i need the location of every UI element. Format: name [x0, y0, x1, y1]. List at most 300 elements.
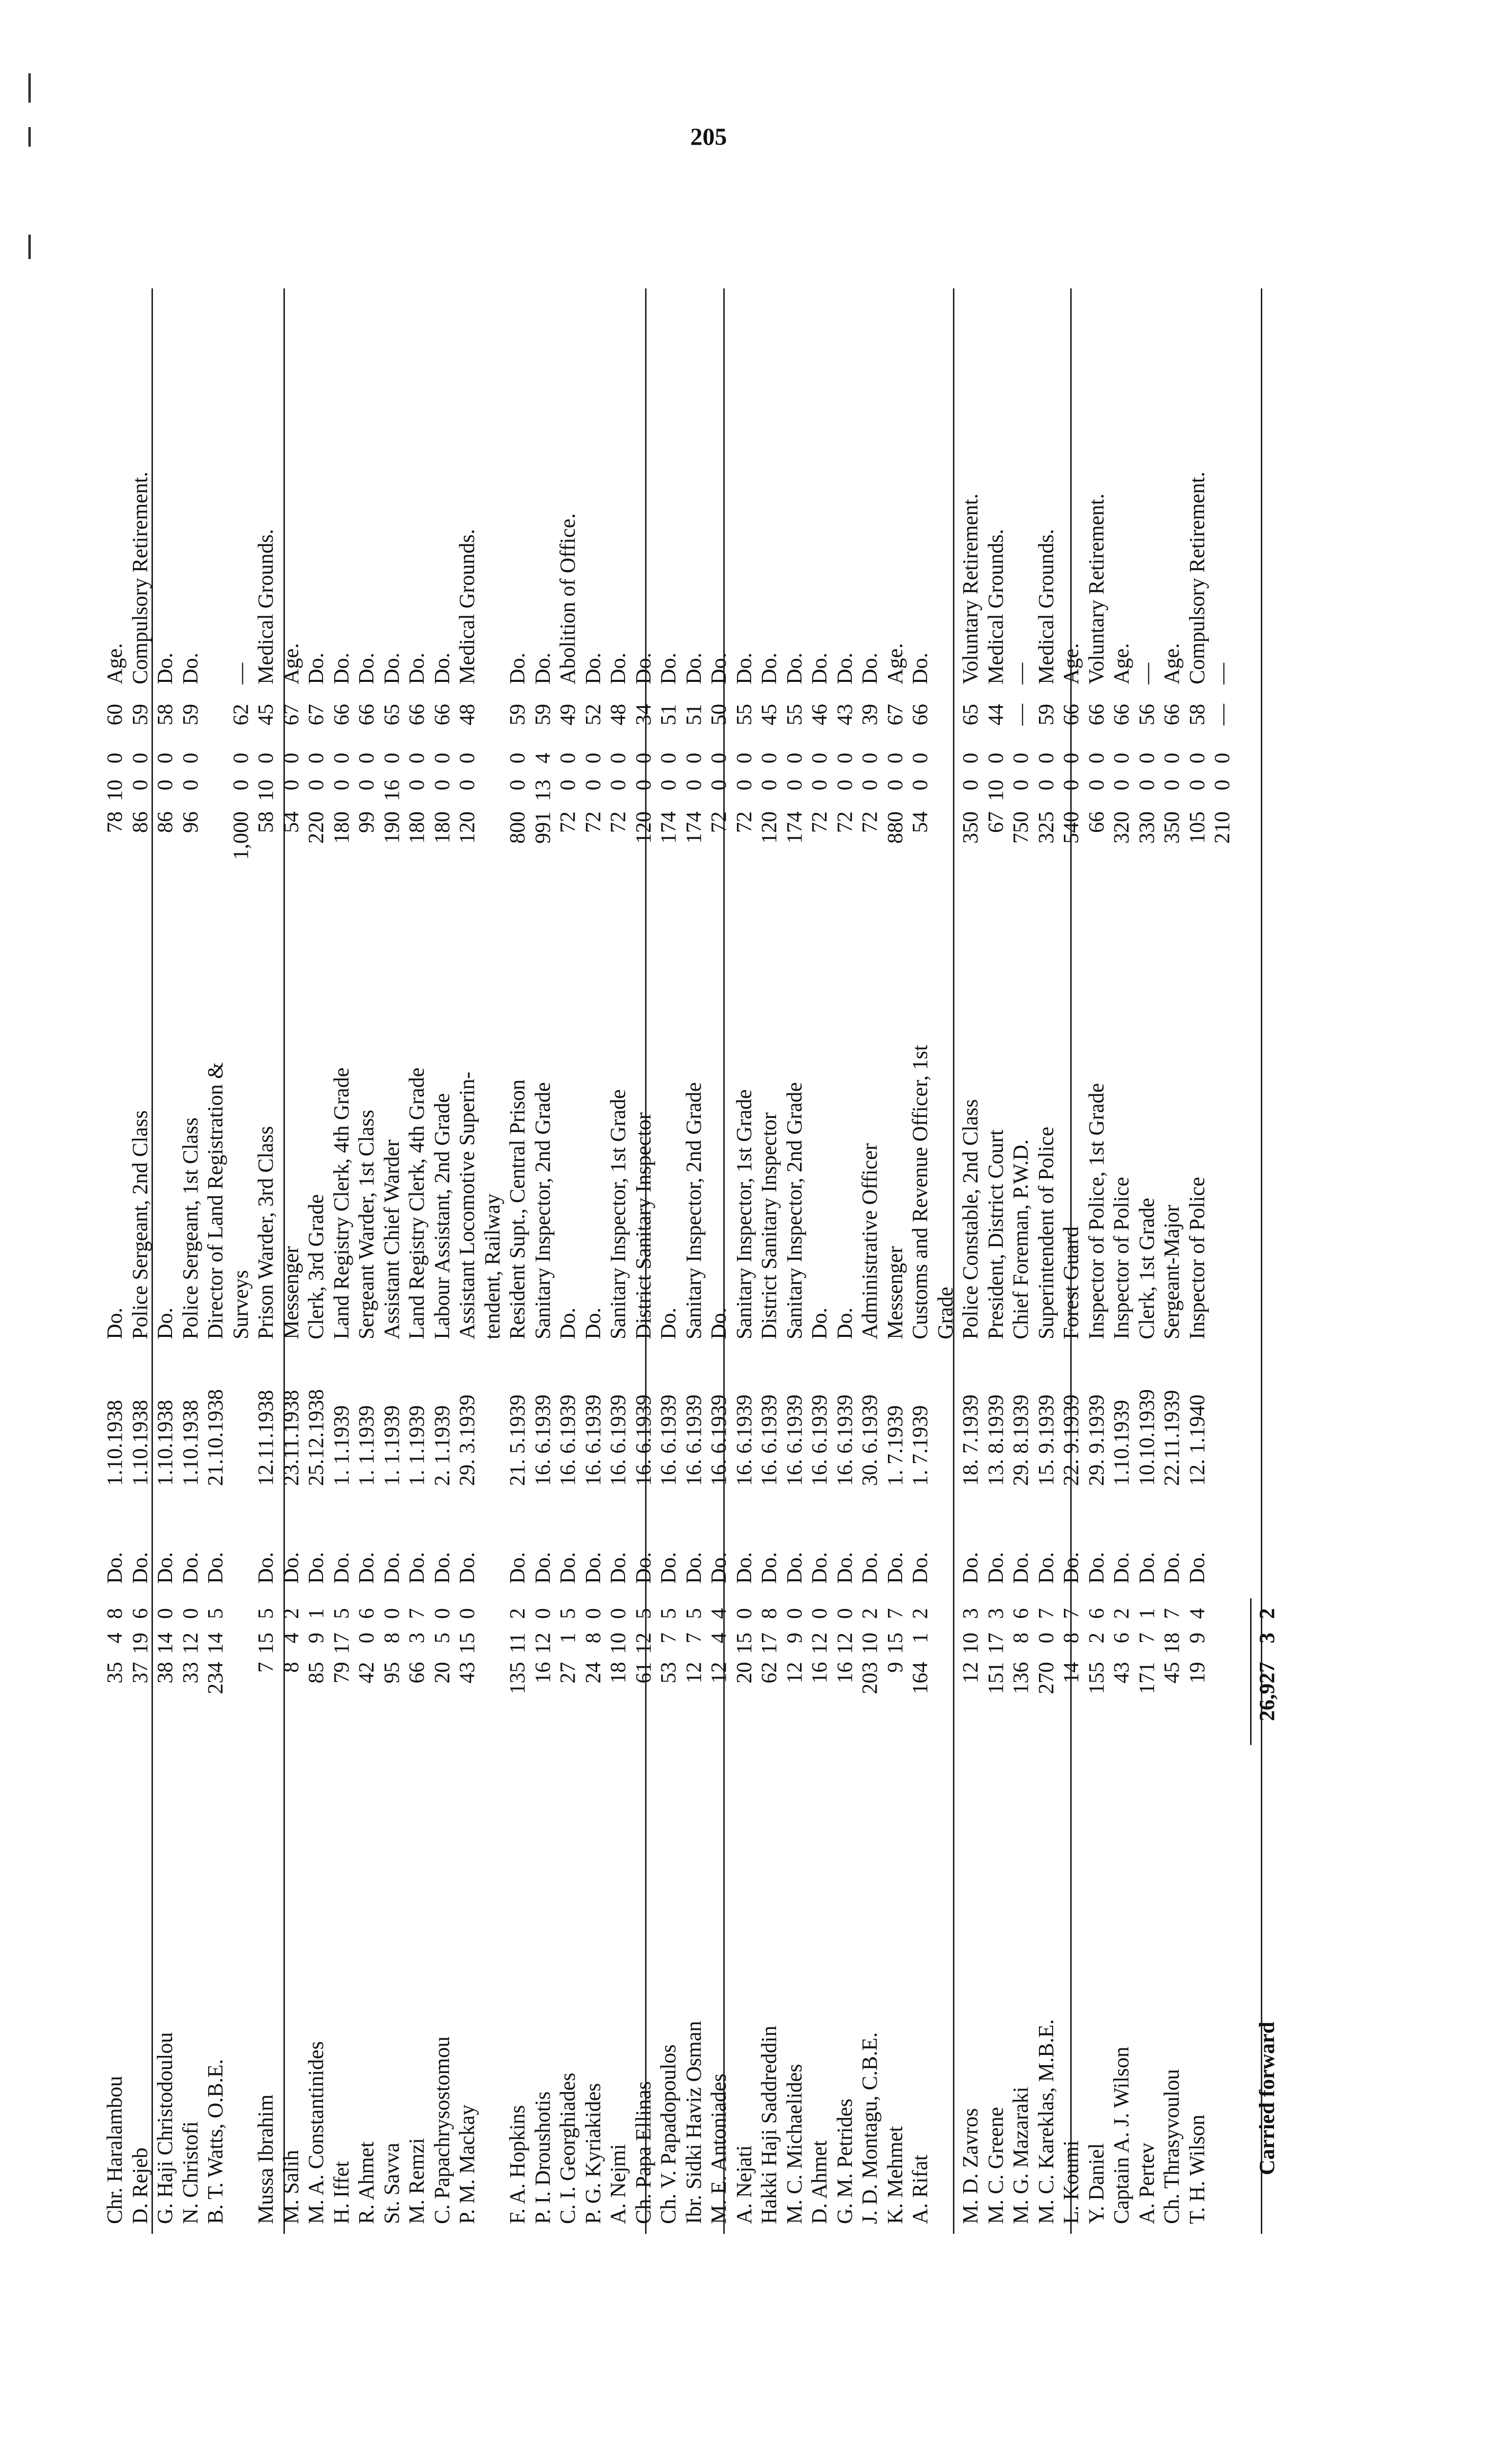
salary-shillings: 0: [757, 780, 781, 790]
retirement-date: 1. 7.1939: [883, 1405, 907, 1486]
payable-from: Do.: [1034, 1552, 1058, 1584]
post-held: Chief Foreman, P.W.D.: [1009, 1139, 1033, 1339]
payable-from: Do.: [153, 1552, 177, 1584]
pensioner-name: B. T. Watts, O.B.E.: [203, 2059, 227, 2224]
retirement-date: 22. 9.1939: [1059, 1395, 1083, 1486]
retirement-cause: Medical Grounds.: [983, 529, 1008, 684]
pensioner-name: M. C. Michaelides: [782, 2064, 806, 2224]
salary-pounds: 174: [656, 811, 680, 844]
retirement-date: 1.10.1938: [128, 1400, 152, 1486]
pension-amount: 171: [1134, 1662, 1159, 1694]
post-held: District Sanitary Inspector: [631, 1112, 655, 1339]
payable-from: Do.: [178, 1552, 202, 1584]
pensioner-name: Ch. V. Papadopoulos: [656, 2044, 680, 2224]
salary-shillings: 0: [958, 780, 982, 790]
age-value: 66: [329, 704, 353, 725]
pension-amount: 234: [203, 1662, 227, 1694]
pensioner-name: M. C. Kareklas, M.B.E.: [1034, 2019, 1058, 2224]
retirement-cause: Compulsory Retirement.: [128, 471, 152, 684]
carried-forward-pence: 2: [1254, 1608, 1279, 1619]
pension-amount: 38: [153, 1662, 177, 1683]
payable-from: Do.: [958, 1552, 982, 1584]
salary-shillings: 0: [1009, 780, 1033, 790]
payable-from: Do.: [782, 1552, 806, 1584]
payable-from: Do.: [732, 1552, 756, 1584]
age-value: 34: [631, 704, 655, 725]
pension-shillings: 15: [732, 1633, 756, 1654]
retirement-cause: Do.: [354, 653, 378, 684]
pension-amount: 95: [379, 1662, 404, 1683]
pension-pence: 5: [556, 1608, 580, 1619]
pensioner-name: M. A. Constantinides: [304, 2041, 328, 2224]
age-value: 66: [1084, 704, 1108, 725]
salary-shillings: 0: [832, 780, 857, 790]
pensioner-name: Ch. Papa Ellinas: [631, 2081, 655, 2224]
retirement-date: 1. 1.1939: [405, 1405, 429, 1486]
pension-shillings: 4: [103, 1633, 127, 1643]
salary-pence: 0: [254, 753, 278, 764]
pension-amount: 135: [505, 1662, 529, 1694]
post-held: Superintendent of Police: [1034, 1126, 1058, 1339]
salary-pence: 0: [606, 753, 630, 764]
table-row: [958, 288, 983, 2234]
pension-shillings: 9: [1185, 1633, 1209, 1643]
retirement-cause: Do.: [832, 653, 857, 684]
age-value: —: [1210, 704, 1234, 725]
salary-pence: 0: [832, 753, 857, 764]
pension-amount: 79: [329, 1662, 353, 1683]
retirement-cause: Do.: [581, 653, 605, 684]
pension-shillings: 15: [254, 1633, 278, 1654]
pension-shillings: 17: [329, 1633, 353, 1654]
pension-pence: 0: [782, 1608, 806, 1619]
pension-pence: 7: [1160, 1608, 1184, 1619]
salary-pounds: 96: [178, 811, 202, 833]
table-row: [782, 288, 807, 2234]
retirement-date: 1.10.1938: [178, 1400, 202, 1486]
salary-pounds: 72: [807, 811, 831, 833]
pensioner-name: J. D. Montagu, C.B.E.: [858, 2032, 882, 2224]
retirement-date: 16. 6.1939: [707, 1395, 731, 1486]
salary-pence: 0: [883, 753, 907, 764]
retirement-date: 21.10.1938: [203, 1389, 227, 1486]
retirement-date: 12. 1.1940: [1185, 1395, 1209, 1486]
pension-pence: 6: [354, 1608, 378, 1619]
pension-amount: 43: [455, 1662, 479, 1683]
pensioner-name: T. H. Wilson: [1185, 2115, 1209, 2224]
pensioner-name: G. M. Petrides: [832, 2098, 857, 2224]
pension-pence: 0: [178, 1608, 202, 1619]
post-held: District Sanitary Inspector: [757, 1112, 781, 1339]
payable-from: Do.: [681, 1552, 706, 1584]
salary-shillings: 0: [1034, 780, 1058, 790]
pension-pence: 5: [329, 1608, 353, 1619]
pension-shillings: 6: [1109, 1633, 1133, 1643]
pension-shillings: 5: [430, 1633, 454, 1643]
age-value: 48: [606, 704, 630, 725]
retirement-cause: Age.: [1160, 643, 1184, 684]
retirement-cause: Do.: [908, 653, 932, 684]
payable-from: Do.: [128, 1552, 152, 1584]
table-row: [405, 288, 429, 2234]
retirement-cause: —: [1134, 663, 1159, 684]
salary-pence: 0: [455, 753, 479, 764]
retirement-cause: Do.: [329, 653, 353, 684]
age-value: 66: [1059, 704, 1083, 725]
age-value: 39: [858, 704, 882, 725]
pension-amount: 9: [883, 1662, 907, 1673]
salary-pounds: 99: [354, 811, 378, 833]
retirement-date: 15. 9.1939: [1034, 1395, 1058, 1486]
retirement-cause: Do.: [606, 653, 630, 684]
retirement-date: 16. 6.1939: [631, 1395, 655, 1486]
retirement-cause: Do.: [530, 653, 555, 684]
post-held: Customs and Revenue Officer, 1st: [908, 1045, 932, 1339]
pension-shillings: 17: [757, 1633, 781, 1654]
retirement-date: 1. 7.1939: [908, 1405, 932, 1486]
salary-shillings: 0: [1134, 780, 1159, 790]
retirement-date: 29. 9.1939: [1084, 1395, 1108, 1486]
payable-from: Do.: [606, 1552, 630, 1584]
salary-shillings: 0: [279, 780, 303, 790]
pension-amount: 16: [832, 1662, 857, 1683]
table-row: [254, 288, 278, 2234]
payable-from: Do.: [103, 1552, 127, 1584]
table-row: [1009, 288, 1033, 2234]
salary-pounds: 105: [1185, 811, 1209, 844]
salary-pounds: 325: [1034, 811, 1058, 844]
pension-shillings: 15: [455, 1633, 479, 1654]
pension-pence: 5: [254, 1608, 278, 1619]
post-held: Forest Guard: [1059, 1226, 1083, 1339]
pension-shillings: 12: [832, 1633, 857, 1654]
payable-from: Do.: [379, 1552, 404, 1584]
salary-pounds: 120: [757, 811, 781, 844]
salary-pounds: 800: [505, 811, 529, 844]
salary-pounds: 86: [128, 811, 152, 833]
salary-pounds: 72: [732, 811, 756, 833]
payable-from: Do.: [203, 1552, 227, 1584]
retirement-cause: Do.: [681, 653, 706, 684]
retirement-cause: Voluntary Retirement.: [1084, 493, 1108, 684]
salary-shillings: 0: [1210, 780, 1234, 790]
age-value: 67: [883, 704, 907, 725]
retirement-cause: Do.: [304, 653, 328, 684]
salary-pounds: 174: [782, 811, 806, 844]
post-held: Do.: [656, 1308, 680, 1339]
pension-pence: 4: [707, 1608, 731, 1619]
post-held: Clerk, 1st Grade: [1134, 1198, 1159, 1339]
table-row: [656, 288, 681, 2234]
retirement-date: 13. 8.1939: [983, 1395, 1008, 1486]
salary-pence: 0: [556, 753, 580, 764]
post-held: Inspector of Police, 1st Grade: [1084, 1083, 1108, 1339]
pension-pence: 1: [1134, 1608, 1159, 1619]
pension-pence: 1: [304, 1608, 328, 1619]
pension-pence: 2: [279, 1608, 303, 1619]
pension-shillings: 15: [883, 1633, 907, 1654]
post-held: Administrative Officer: [858, 1143, 882, 1339]
table-row: [1084, 288, 1109, 2234]
salary-pence: 0: [128, 753, 152, 764]
post-held: Do.: [103, 1308, 127, 1339]
salary-pounds: 320: [1109, 811, 1133, 844]
retirement-date: 21. 5.1939: [505, 1395, 529, 1486]
pensioner-name: D. Rejeb: [128, 2147, 152, 2224]
pension-pence: 2: [908, 1608, 932, 1619]
table-row: [556, 288, 580, 2234]
retirement-cause: Do.: [178, 653, 202, 684]
pensioner-name: M. C. Greene: [983, 2107, 1008, 2224]
table-row: [1059, 288, 1083, 2234]
salary-shillings: 0: [631, 780, 655, 790]
salary-shillings: 0: [128, 780, 152, 790]
pension-shillings: 14: [153, 1633, 177, 1654]
post-held: Do.: [556, 1308, 580, 1339]
age-value: —: [1009, 704, 1033, 725]
pension-amount: 12: [681, 1662, 706, 1683]
post-held: Sanitary Inspector, 2nd Grade: [681, 1082, 706, 1339]
retirement-date: 16. 6.1939: [581, 1395, 605, 1486]
age-value: 49: [556, 704, 580, 725]
post-held: Sanitary Inspector, 1st Grade: [732, 1089, 756, 1339]
salary-pence: 0: [228, 753, 253, 764]
post-held: Messenger: [279, 1246, 303, 1339]
pensioner-name: A. Rifat: [908, 2155, 932, 2224]
salary-shillings: 0: [807, 780, 831, 790]
payable-from: Do.: [329, 1552, 353, 1584]
pension-amount: 42: [354, 1662, 378, 1683]
pension-pence: 0: [153, 1608, 177, 1619]
salary-shillings: 10: [103, 780, 127, 801]
edge-mark: [28, 127, 31, 147]
salary-pounds: 991: [530, 811, 555, 844]
pension-amount: 53: [656, 1662, 680, 1683]
retirement-date: 1. 1.1939: [329, 1405, 353, 1486]
pension-pence: 0: [530, 1608, 555, 1619]
pension-amount: 19: [1185, 1662, 1209, 1683]
table-row: [430, 288, 454, 2234]
payable-from: Do.: [858, 1552, 882, 1584]
pension-shillings: 9: [304, 1633, 328, 1643]
salary-pounds: 72: [606, 811, 630, 833]
retirement-date: 1.10.1938: [153, 1400, 177, 1486]
table-row: [1185, 288, 1210, 2234]
retirement-cause: Voluntary Retirement.: [958, 493, 982, 684]
retirement-date: 1.10.1939: [1109, 1400, 1133, 1486]
table-row: [807, 288, 832, 2234]
salary-shillings: 0: [405, 780, 429, 790]
pension-pence: 5: [631, 1608, 655, 1619]
salary-pounds: 180: [329, 811, 353, 844]
salary-pence: 0: [153, 753, 177, 764]
salary-pounds: 210: [1210, 811, 1234, 844]
pension-shillings: 3: [405, 1633, 429, 1643]
salary-pence: 0: [1210, 753, 1234, 764]
pension-shillings: 1: [556, 1633, 580, 1643]
age-value: 66: [405, 704, 429, 725]
salary-pence: 0: [279, 753, 303, 764]
age-value: 59: [178, 704, 202, 725]
salary-pence: 0: [656, 753, 680, 764]
table-row: [757, 288, 781, 2234]
pension-shillings: 7: [681, 1633, 706, 1643]
post-held: Do.: [153, 1308, 177, 1339]
pension-shillings: 0: [354, 1633, 378, 1643]
post-held: Director of Land Registration &: [203, 1062, 227, 1339]
pension-pence: 0: [455, 1608, 479, 1619]
payable-from: Do.: [656, 1552, 680, 1584]
pensioner-name: P. I. Droushotis: [530, 2091, 555, 2224]
pension-shillings: 2: [1084, 1633, 1108, 1643]
table-row: [531, 288, 555, 2234]
age-value: 51: [656, 704, 680, 725]
payable-from: Do.: [757, 1552, 781, 1584]
age-value: 51: [681, 704, 706, 725]
table-row: [732, 288, 756, 2234]
salary-pounds: 120: [631, 811, 655, 844]
retirement-cause: Do.: [631, 653, 655, 684]
salary-pounds: 67: [983, 811, 1008, 833]
payable-from: Do.: [505, 1552, 529, 1584]
retirement-date: 25.12.1938: [304, 1389, 328, 1486]
payable-from: Do.: [1109, 1552, 1133, 1584]
salary-shillings: 0: [1185, 780, 1209, 790]
post-held: Sergeant Warder, 1st Class: [354, 1110, 378, 1339]
post-held: Clerk, 3rd Grade: [304, 1194, 328, 1339]
pension-shillings: 4: [279, 1633, 303, 1643]
pension-pence: 4: [1185, 1608, 1209, 1619]
salary-pence: 0: [581, 753, 605, 764]
salary-shillings: 0: [556, 780, 580, 790]
salary-pounds: 220: [304, 811, 328, 844]
carried-forward-label: Carried forward: [1254, 2021, 1279, 2175]
retirement-cause: Do.: [379, 653, 404, 684]
table-row: [606, 288, 630, 2234]
pension-amount: 164: [908, 1662, 932, 1694]
pension-shillings: 4: [707, 1633, 731, 1643]
post-held: Resident Supt., Central Prison: [505, 1079, 529, 1339]
pension-pence: 3: [983, 1608, 1008, 1619]
age-value: 52: [581, 704, 605, 725]
pension-shillings: 19: [128, 1633, 152, 1654]
payable-from: Do.: [304, 1552, 328, 1584]
pension-pence: 8: [757, 1608, 781, 1619]
table-row: [908, 288, 932, 2234]
column-rule: [1261, 288, 1262, 2234]
salary-pounds: 72: [556, 811, 580, 833]
salary-shillings: 0: [782, 780, 806, 790]
table-row: [480, 288, 505, 2234]
payable-from: Do.: [631, 1552, 655, 1584]
salary-shillings: 0: [354, 780, 378, 790]
pensioner-name: C. I. Georghiades: [556, 2073, 580, 2224]
post-held: Inspector of Police: [1185, 1177, 1209, 1339]
pension-amount: 270: [1034, 1662, 1058, 1694]
pension-amount: 24: [581, 1662, 605, 1683]
page-number: 205: [690, 123, 727, 150]
table-row: [329, 288, 354, 2234]
salary-shillings: 0: [1059, 780, 1083, 790]
age-value: 48: [455, 704, 479, 725]
pensioner-name: Hakki Haji Saddreddin: [757, 2026, 781, 2224]
post-held: Police Constable, 2nd Class: [958, 1099, 982, 1339]
pension-amount: 85: [304, 1662, 328, 1683]
table-row: [380, 288, 404, 2234]
pension-shillings: 12: [178, 1633, 202, 1654]
retirement-cause: Do.: [782, 653, 806, 684]
post-held: Land Registry Clerk, 4th Grade: [329, 1068, 353, 1339]
salary-pence: 0: [958, 753, 982, 764]
post-held: Do.: [832, 1308, 857, 1339]
pensioner-name: A. Pertev: [1134, 2142, 1159, 2224]
table-row: [1135, 288, 1159, 2234]
age-value: 60: [103, 704, 127, 725]
salary-pence: 0: [354, 753, 378, 764]
age-value: 65: [958, 704, 982, 725]
salary-pence: 0: [1109, 753, 1133, 764]
salary-pounds: 750: [1009, 811, 1033, 844]
pension-amount: 45: [1160, 1662, 1184, 1683]
salary-pence: 0: [1185, 753, 1209, 764]
salary-shillings: 0: [858, 780, 882, 790]
pension-amount: 43: [1109, 1662, 1133, 1683]
salary-shillings: 0: [681, 780, 706, 790]
pension-shillings: 8: [379, 1633, 404, 1643]
age-value: 50: [707, 704, 731, 725]
retirement-date: 29. 8.1939: [1009, 1395, 1033, 1486]
table-row: [883, 288, 907, 2234]
salary-pounds: 190: [379, 811, 404, 844]
retirement-cause: —: [228, 663, 253, 684]
salary-pounds: 54: [908, 811, 932, 833]
salary-pence: 0: [505, 753, 529, 764]
pension-pence: 2: [1109, 1608, 1133, 1619]
pensioner-name: H. Iffet: [329, 2161, 353, 2224]
retirement-cause: Do.: [707, 653, 731, 684]
payable-from: Do.: [807, 1552, 831, 1584]
pension-pence: 5: [656, 1608, 680, 1619]
salary-pounds: 880: [883, 811, 907, 844]
table-row: [229, 288, 253, 2234]
pension-pence: 0: [581, 1608, 605, 1619]
total-rule: [1250, 1598, 1252, 1745]
payable-from: Do.: [405, 1552, 429, 1584]
retirement-cause: Do.: [505, 653, 529, 684]
pensioner-name: M. G. Mazaraki: [1009, 2086, 1033, 2224]
salary-shillings: 10: [983, 780, 1008, 801]
retirement-date: 1. 1.1939: [354, 1405, 378, 1486]
retirement-date: 16. 6.1939: [656, 1395, 680, 1486]
salary-shillings: 16: [379, 780, 404, 801]
salary-pounds: 58: [254, 811, 278, 833]
retirement-cause: Age.: [279, 643, 303, 684]
salary-pounds: 72: [832, 811, 857, 833]
salary-shillings: 0: [883, 780, 907, 790]
post-held: Grade: [933, 1287, 957, 1339]
retirement-date: 18. 7.1939: [958, 1395, 982, 1486]
salary-shillings: 10: [254, 780, 278, 801]
carried-forward-shillings: 3: [1254, 1633, 1279, 1643]
pension-amount: 62: [757, 1662, 781, 1683]
pension-pence: 2: [858, 1608, 882, 1619]
salary-pounds: 330: [1134, 811, 1159, 844]
retirement-date: 12.11.1938: [254, 1390, 278, 1486]
payable-from: Do.: [1059, 1552, 1083, 1584]
salary-shillings: 0: [732, 780, 756, 790]
pension-pence: 6: [1084, 1608, 1108, 1619]
age-value: 66: [1109, 704, 1133, 725]
